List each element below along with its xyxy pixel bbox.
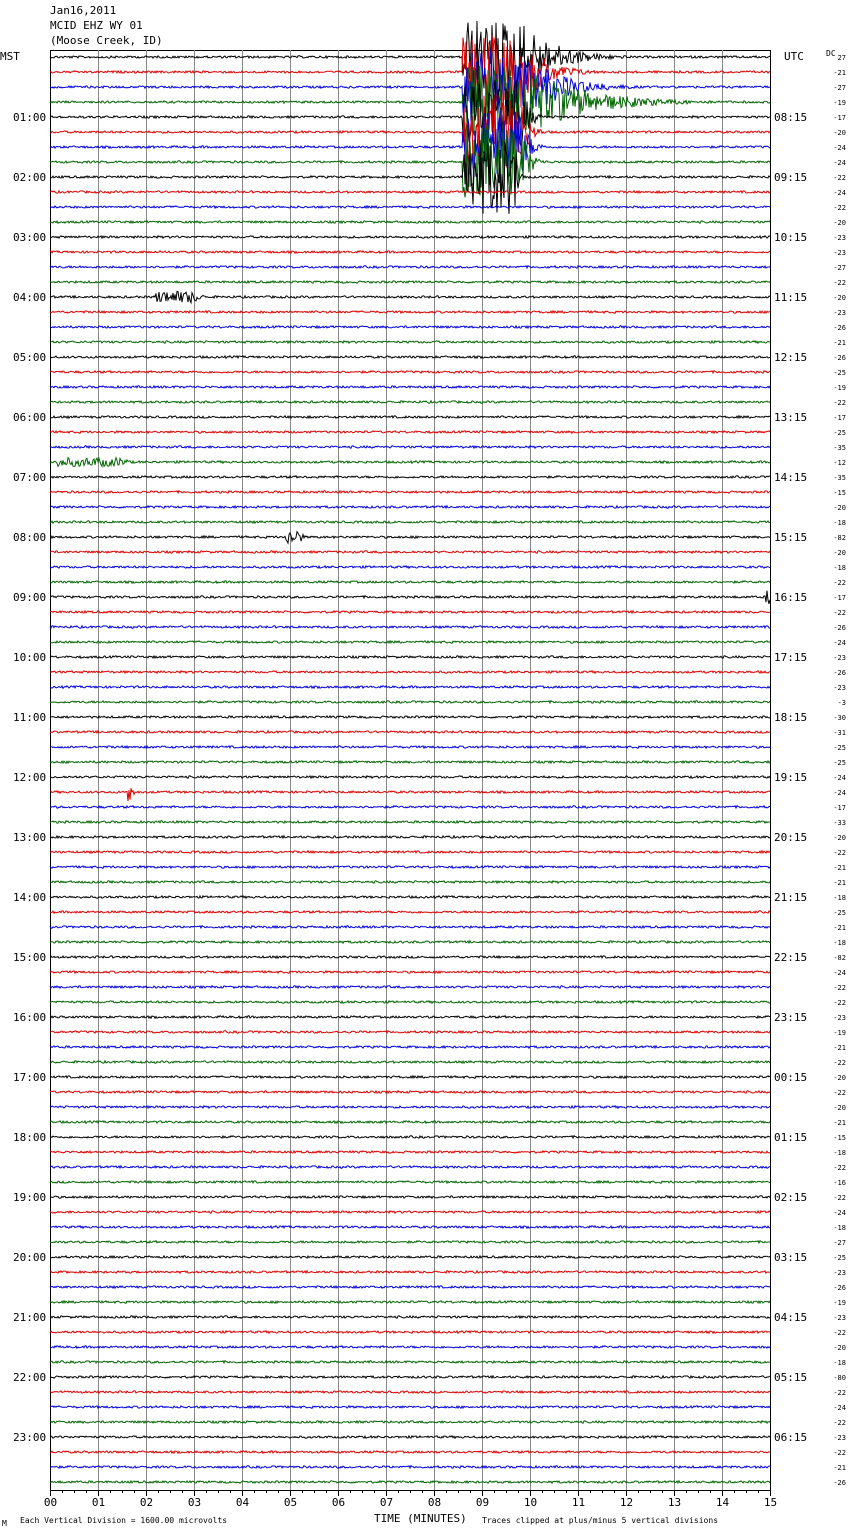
dc-offset-label: -22 (833, 849, 846, 857)
trace-line (50, 1301, 770, 1304)
dc-offset-label: -26 (833, 324, 846, 332)
trace-line (50, 1211, 770, 1213)
dc-offset-label: -15 (833, 1134, 846, 1142)
trace-line (50, 431, 770, 434)
trace-line (50, 611, 770, 613)
trace-line (50, 746, 770, 749)
dc-offset-label: -15 (833, 489, 846, 497)
dc-offset-label: -19 (833, 99, 846, 107)
dc-offset-label: -25 (833, 744, 846, 752)
dc-offset-label: -20 (833, 129, 846, 137)
trace-line (50, 1226, 770, 1229)
x-tick-label: 14 (715, 1496, 730, 1509)
trace-line (50, 581, 770, 584)
dc-offset-label: -26 (833, 669, 846, 677)
trace-line (50, 140, 770, 214)
dc-offset-label: -24 (833, 969, 846, 977)
dc-offset-label: -19 (833, 1299, 846, 1307)
dc-offset-label: -3 (837, 699, 846, 707)
x-axis-label: TIME (MINUTES) (374, 1512, 467, 1525)
dc-offset-label: -18 (833, 939, 846, 947)
dc-offset-label: -17 (833, 594, 846, 602)
right-hour-label: 19:15 (774, 771, 808, 784)
trace-line (50, 776, 770, 778)
trace-line (50, 1076, 770, 1079)
left-hour-label: 15:00 (13, 951, 47, 964)
x-tick-label: 13 (667, 1496, 682, 1509)
x-tick-label: 12 (619, 1496, 634, 1509)
station-title: MCID EHZ WY 01 (50, 19, 143, 32)
right-hour-label: 17:15 (774, 651, 808, 664)
dc-offset-label: -17 (833, 414, 846, 422)
trace-line (50, 1271, 770, 1273)
dc-offset-label: -25 (833, 1254, 846, 1262)
trace-line (50, 806, 770, 809)
dc-offset-label: -26 (833, 1284, 846, 1292)
dc-offset-label: -23 (833, 1269, 846, 1277)
dc-label: DC (826, 49, 836, 58)
trace-line (50, 111, 770, 178)
left-hour-label: 04:00 (13, 291, 47, 304)
dc-offset-label: -23 (833, 1434, 846, 1442)
left-hour-label: 21:00 (13, 1311, 47, 1324)
x-tick-label: 11 (571, 1496, 586, 1509)
x-tick-label: 15 (763, 1496, 778, 1509)
dc-offset-label: -25 (833, 909, 846, 917)
trace-line (50, 458, 770, 467)
trace-line (50, 1016, 770, 1019)
dc-offset-label: -25 (833, 369, 846, 377)
x-tick-label: 03 (187, 1496, 202, 1509)
trace-line (50, 386, 770, 388)
dc-offset-label: -12 (833, 459, 846, 467)
left-hour-label: 02:00 (13, 171, 47, 184)
dc-offset-label: -22 (833, 279, 846, 287)
trace-line (50, 1361, 770, 1364)
x-tick-label: 04 (235, 1496, 250, 1509)
left-hour-label: 07:00 (13, 471, 47, 484)
trace-line (50, 401, 770, 403)
clip-note: Traces clipped at plus/minus 5 vertical divisions (482, 1516, 719, 1525)
dc-offset-label: -24 (833, 144, 846, 152)
trace-line (50, 1316, 770, 1318)
trace-line (50, 761, 770, 763)
trace-line (50, 971, 770, 974)
left-timezone-label: MST (0, 50, 20, 63)
dc-offset-label: -33 (833, 819, 846, 827)
dc-offset-label: -24 (833, 159, 846, 167)
dc-offset-label: -22 (833, 1194, 846, 1202)
trace-line (50, 191, 770, 193)
dc-offset-label: 27 (837, 54, 846, 62)
dc-offset-label: -82 (833, 954, 846, 962)
right-hour-label: 08:15 (774, 111, 808, 124)
trace-line (50, 1421, 770, 1423)
x-tick-label: 00 (43, 1496, 58, 1509)
trace-line (50, 532, 770, 543)
trace-line (50, 881, 770, 883)
left-hour-label: 17:00 (13, 1071, 47, 1084)
dc-offset-label: -20 (833, 219, 846, 227)
trace-line (50, 50, 770, 123)
dc-offset-label: -18 (833, 519, 846, 527)
right-hour-label: 22:15 (774, 951, 808, 964)
trace-line (50, 1001, 770, 1004)
trace-line (50, 956, 770, 958)
dc-offset-label: -22 (833, 1059, 846, 1067)
dc-offset-label: -22 (833, 204, 846, 212)
trace-line (50, 551, 770, 553)
dc-offset-label: -22 (833, 1449, 846, 1457)
dc-offset-label: -18 (833, 1359, 846, 1367)
trace-line (50, 236, 770, 239)
dc-offset-label: -18 (833, 564, 846, 572)
dc-offset-label: -24 (833, 1404, 846, 1412)
trace-line (50, 311, 770, 314)
dc-offset-label: -24 (833, 189, 846, 197)
trace-line (50, 476, 770, 479)
right-timezone-label: UTC (784, 50, 804, 63)
dc-offset-label: -18 (833, 1224, 846, 1232)
dc-offset-label: -23 (833, 1314, 846, 1322)
trace-line (50, 1331, 770, 1334)
dc-offset-label: -23 (833, 234, 846, 242)
dc-offset-label: -21 (833, 864, 846, 872)
trace-line (50, 926, 770, 929)
trace-line (50, 1151, 770, 1153)
dc-offset-label: -17 (833, 804, 846, 812)
trace-line (50, 566, 770, 569)
dc-offset-label: -23 (833, 309, 846, 317)
left-hour-label: 09:00 (13, 591, 47, 604)
trace-line (50, 1451, 770, 1454)
trace-line (50, 986, 770, 988)
dc-offset-label: -21 (833, 879, 846, 887)
x-tick-label: 09 (475, 1496, 490, 1509)
dc-offset-label: -22 (833, 1389, 846, 1397)
right-hour-label: 18:15 (774, 711, 808, 724)
trace-line (50, 1031, 770, 1034)
trace-line (50, 701, 770, 704)
x-tick-label: 05 (283, 1496, 298, 1509)
dc-offset-label: -24 (833, 639, 846, 647)
trace-line (50, 356, 770, 359)
dc-offset-label: -20 (833, 1074, 846, 1082)
trace-line (50, 1376, 770, 1378)
x-tick-label: 07 (379, 1496, 394, 1509)
trace-line (50, 66, 770, 137)
left-hour-label: 19:00 (13, 1191, 47, 1204)
dc-offset-label: -23 (833, 684, 846, 692)
left-hour-label: 12:00 (13, 771, 47, 784)
trace-line (50, 626, 770, 628)
dc-offset-label: -20 (833, 1104, 846, 1112)
trace-line (50, 1241, 770, 1244)
scale-note: Each Vertical Division = 1600.00 microvolts (20, 1516, 228, 1525)
left-hour-label: 20:00 (13, 1251, 47, 1264)
trace-line (50, 1061, 770, 1063)
right-hour-label: 05:15 (774, 1371, 808, 1384)
dc-offset-label: -19 (833, 384, 846, 392)
trace-line (50, 491, 770, 494)
trace-line (50, 1196, 770, 1198)
dc-offset-label: -26 (833, 354, 846, 362)
dc-offset-label: -21 (833, 1119, 846, 1127)
dc-offset-label: -26 (833, 624, 846, 632)
trace-line (50, 656, 770, 658)
right-hour-label: 21:15 (774, 891, 808, 904)
trace-line (50, 1166, 770, 1168)
right-hour-label: 00:15 (774, 1071, 808, 1084)
left-hour-label: 03:00 (13, 231, 47, 244)
x-tick-label: 01 (91, 1496, 106, 1509)
right-hour-label: 13:15 (774, 411, 808, 424)
trace-line (50, 896, 770, 899)
trace-line (50, 641, 770, 644)
dc-offset-label: -26 (833, 1479, 846, 1487)
trace-line (50, 851, 770, 853)
dc-offset-label: -22 (833, 1419, 846, 1427)
trace-line (50, 671, 770, 673)
left-hour-label: 05:00 (13, 351, 47, 364)
trace-line (50, 1406, 770, 1409)
dc-offset-label: -20 (833, 504, 846, 512)
right-hour-label: 15:15 (774, 531, 808, 544)
dc-offset-label: -23 (833, 249, 846, 257)
right-hour-label: 20:15 (774, 831, 808, 844)
left-hour-label: 16:00 (13, 1011, 47, 1024)
trace-line (50, 341, 770, 343)
dc-offset-label: -22 (833, 609, 846, 617)
trace-line (50, 1481, 770, 1483)
dc-offset-label: -22 (833, 1329, 846, 1337)
right-hour-label: 11:15 (774, 291, 808, 304)
footer-mark: M (2, 1519, 7, 1528)
trace-line (50, 1046, 770, 1048)
trace-line (50, 731, 770, 733)
dc-offset-label: -21 (833, 1044, 846, 1052)
trace-line (50, 1256, 770, 1258)
left-hour-label: 22:00 (13, 1371, 47, 1384)
trace-line (50, 1091, 770, 1093)
trace-line (50, 266, 770, 269)
dc-offset-label: -25 (833, 759, 846, 767)
dc-offset-label: -20 (833, 1344, 846, 1352)
dc-offset-label: -24 (833, 774, 846, 782)
date-title: Jan16,2011 (50, 4, 117, 17)
dc-offset-label: -27 (833, 1239, 846, 1247)
left-hour-label: 13:00 (13, 831, 47, 844)
right-hour-label: 10:15 (774, 231, 808, 244)
left-hour-label: 23:00 (13, 1431, 47, 1444)
trace-line (50, 80, 770, 152)
dc-offset-label: -18 (833, 1149, 846, 1157)
dc-offset-label: -22 (833, 174, 846, 182)
trace-line (50, 506, 770, 508)
dc-offset-label: -23 (833, 654, 846, 662)
trace-line (50, 1346, 770, 1349)
dc-offset-label: -35 (833, 474, 846, 482)
trace-line (50, 866, 770, 869)
dc-offset-label: -20 (833, 294, 846, 302)
trace-line (50, 1286, 770, 1288)
dc-offset-label: -35 (833, 444, 846, 452)
dc-offset-label: -22 (833, 999, 846, 1007)
trace-line (50, 788, 770, 801)
trace-line (50, 1106, 770, 1108)
trace-line (50, 1136, 770, 1139)
trace-line (50, 591, 770, 604)
left-hour-label: 01:00 (13, 111, 47, 124)
right-hour-label: 09:15 (774, 171, 808, 184)
right-hour-label: 16:15 (774, 591, 808, 604)
trace-line (50, 35, 770, 109)
trace-line (50, 281, 770, 283)
trace-line (50, 941, 770, 943)
left-hour-label: 10:00 (13, 651, 47, 664)
dc-offset-label: -22 (833, 1089, 846, 1097)
dc-offset-label: -21 (833, 339, 846, 347)
trace-line (50, 521, 770, 523)
dc-offset-label: -20 (833, 834, 846, 842)
x-tick-label: 06 (331, 1496, 346, 1509)
x-tick-label: 08 (427, 1496, 442, 1509)
trace-line (50, 416, 770, 418)
dc-offset-label: -24 (833, 789, 846, 797)
location-title: (Moose Creek, ID) (50, 34, 163, 47)
dc-offset-label: -31 (833, 729, 846, 737)
dc-offset-label: -27 (833, 84, 846, 92)
dc-offset-label: -19 (833, 1029, 846, 1037)
dc-offset-label: -21 (833, 924, 846, 932)
trace-line (50, 1466, 770, 1469)
left-hour-label: 08:00 (13, 531, 47, 544)
trace-line (50, 291, 770, 302)
dc-offset-label: -16 (833, 1179, 846, 1187)
dc-offset-label: -27 (833, 264, 846, 272)
trace-line (50, 326, 770, 328)
dc-offset-label: -22 (833, 399, 846, 407)
trace-line (50, 95, 770, 169)
dc-offset-label: -82 (833, 534, 846, 542)
dc-offset-label: -17 (833, 114, 846, 122)
x-tick-label: 02 (139, 1496, 154, 1509)
trace-line (50, 446, 770, 448)
left-hour-label: 11:00 (13, 711, 47, 724)
dc-offset-label: -25 (833, 429, 846, 437)
right-hour-label: 04:15 (774, 1311, 808, 1324)
dc-offset-label: -80 (833, 1374, 846, 1382)
right-hour-label: 23:15 (774, 1011, 808, 1024)
trace-line (50, 911, 770, 914)
right-hour-label: 02:15 (774, 1191, 808, 1204)
dc-offset-label: -21 (833, 69, 846, 77)
dc-offset-label: -24 (833, 1209, 846, 1217)
trace-line (50, 821, 770, 823)
dc-offset-label: -22 (833, 984, 846, 992)
right-hour-label: 14:15 (774, 471, 808, 484)
trace-line (50, 251, 770, 254)
trace-line (50, 221, 770, 223)
trace-line (50, 1436, 770, 1439)
dc-offset-label: -20 (833, 549, 846, 557)
trace-line (50, 206, 770, 209)
left-hour-label: 14:00 (13, 891, 47, 904)
trace-line (50, 1121, 770, 1124)
trace-line (50, 836, 770, 838)
trace-line (50, 1391, 770, 1393)
trace-line (50, 21, 770, 92)
trace-line (50, 371, 770, 374)
dc-offset-label: -22 (833, 1164, 846, 1172)
right-hour-label: 03:15 (774, 1251, 808, 1264)
trace-line (50, 686, 770, 689)
x-tick-label: 10 (523, 1496, 538, 1509)
right-hour-label: 12:15 (774, 351, 808, 364)
dc-offset-label: -22 (833, 579, 846, 587)
trace-line (50, 716, 770, 718)
trace-line (50, 125, 770, 198)
right-hour-label: 06:15 (774, 1431, 808, 1444)
right-hour-label: 01:15 (774, 1131, 808, 1144)
dc-offset-label: -21 (833, 1464, 846, 1472)
left-hour-label: 06:00 (13, 411, 47, 424)
trace-line (50, 1181, 770, 1184)
dc-offset-label: -18 (833, 894, 846, 902)
left-hour-label: 18:00 (13, 1131, 47, 1144)
dc-offset-label: -30 (833, 714, 846, 722)
dc-offset-label: -23 (833, 1014, 846, 1022)
